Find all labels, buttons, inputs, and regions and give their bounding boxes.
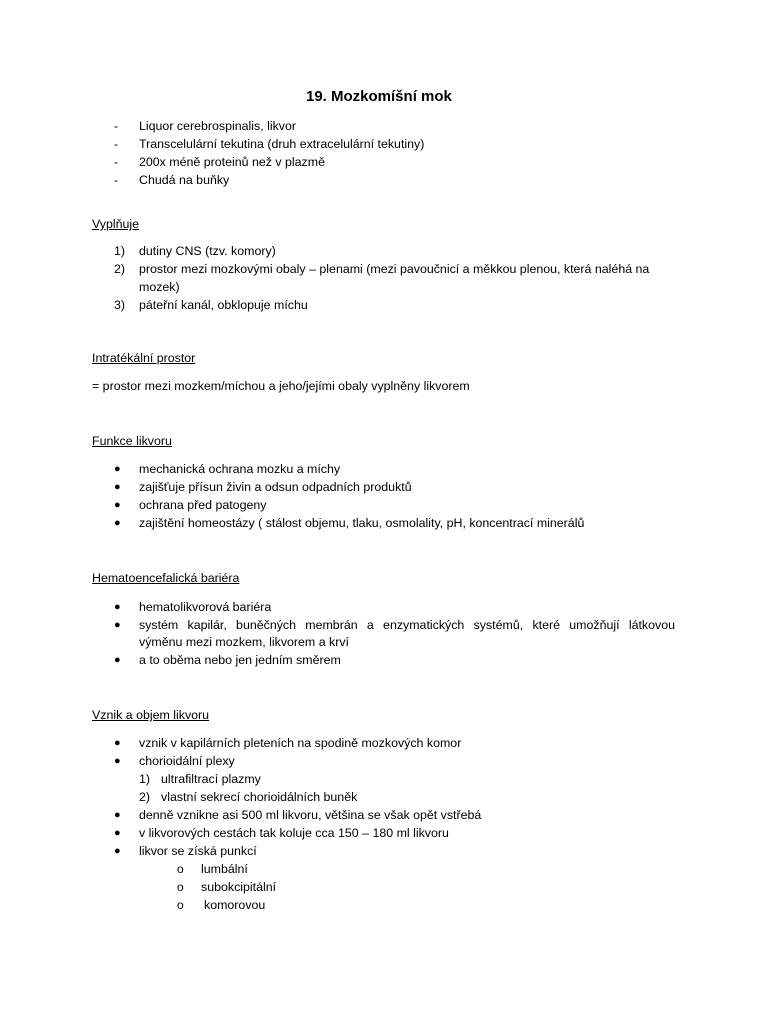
bullet-icon: ● [114,463,121,475]
bullet-icon: ● [114,755,121,767]
list-marker: - [114,137,119,151]
page-title: 19. Mozkomíšní mok [306,88,452,105]
list-item: zajišťuje přísun živin a odsun odpadních produktů [139,480,412,494]
list-item: zajištění homeostázy ( stálost objemu, tlaku, osmolality, pH, koncentrací minerálů [139,516,585,530]
list-number: 1) [114,244,126,258]
list-item: prostor mezi mozkovými obaly – plenami (mezi pavoučnicí a měkkou plenou, která naléhá na [139,262,650,276]
circle-bullet-icon: o [177,862,184,876]
list-item: hematolikvorová bariéra [139,600,272,614]
bullet-icon: ● [114,737,121,749]
bullet-icon: ● [114,809,121,821]
list-item: dutiny CNS (tzv. komory) [139,244,276,258]
list-item: chorioidální plexy [139,754,235,768]
list-item: Transcelulární tekutina (druh extracelulární tekutiny) [139,137,425,151]
circle-bullet-icon: o [177,898,184,912]
section-heading-intratekalni: Intratékální prostor [92,351,196,365]
sub-list-item: vlastní sekrecí chorioidálních buněk [161,790,358,804]
list-item-continuation: výměnu mezi mozkem, likvorem a krví [139,635,349,649]
list-number: 3) [114,298,126,312]
list-item: Chudá na buňky [139,173,230,187]
section-heading-funkce: Funkce likvoru [92,434,172,448]
bullet-icon: ● [114,499,121,511]
definition-text: = prostor mezi mozkem/míchou a jeho/jejími obaly vyplněny likvorem [92,379,470,393]
list-marker: - [114,155,119,169]
section-heading-bariera: Hematoencefalická bariéra [92,571,240,585]
bullet-icon: ● [114,654,121,666]
list-marker: - [114,119,119,133]
sub-list-item: ultrafiltrací plazmy [161,772,261,786]
list-item: ochrana před patogeny [139,498,267,512]
list-item: páteřní kanál, obklopuje míchu [139,298,308,312]
list-item: vznik v kapilárních pleteních na spodině mozkových komor [139,736,462,750]
bullet-icon: ● [114,601,121,613]
section-heading-vyplnuje: Vyplňuje [92,217,140,231]
sub-list-item: lumbální [201,862,248,876]
bullet-icon: ● [114,619,121,631]
list-item: likvor se získá punkcí [139,844,257,858]
sub-list-number: 2) [139,790,151,804]
section-heading-vznik: Vznik a objem likvoru [92,708,210,722]
list-item: v likvorových cestách tak koluje cca 150 – 180 ml likvoru [139,826,449,840]
list-item: denně vznikne asi 500 ml likvoru, většina se však opět vstřebá [139,808,482,822]
list-item: mechanická ochrana mozku a míchy [139,462,341,476]
list-item-continuation: mozek) [139,280,180,294]
sub-list-item: subokcipitální [201,880,277,894]
list-number: 2) [114,262,126,276]
list-marker: - [114,173,119,187]
list-item: 200x méně proteinů než v plazmě [139,155,325,169]
list-item: Liquor cerebrospinalis, likvor [139,119,297,133]
sub-list-number: 1) [139,772,151,786]
bullet-icon: ● [114,517,121,529]
bullet-icon: ● [114,481,121,493]
list-item: a to oběma nebo jen jedním směrem [139,653,341,667]
sub-list-item: komorovou [204,898,266,912]
bullet-icon: ● [114,827,121,839]
bullet-icon: ● [114,845,121,857]
list-item: systém kapilár, buněčných membrán a enzymatických systémů, které umožňují látkovou [139,618,675,632]
circle-bullet-icon: o [177,880,184,894]
